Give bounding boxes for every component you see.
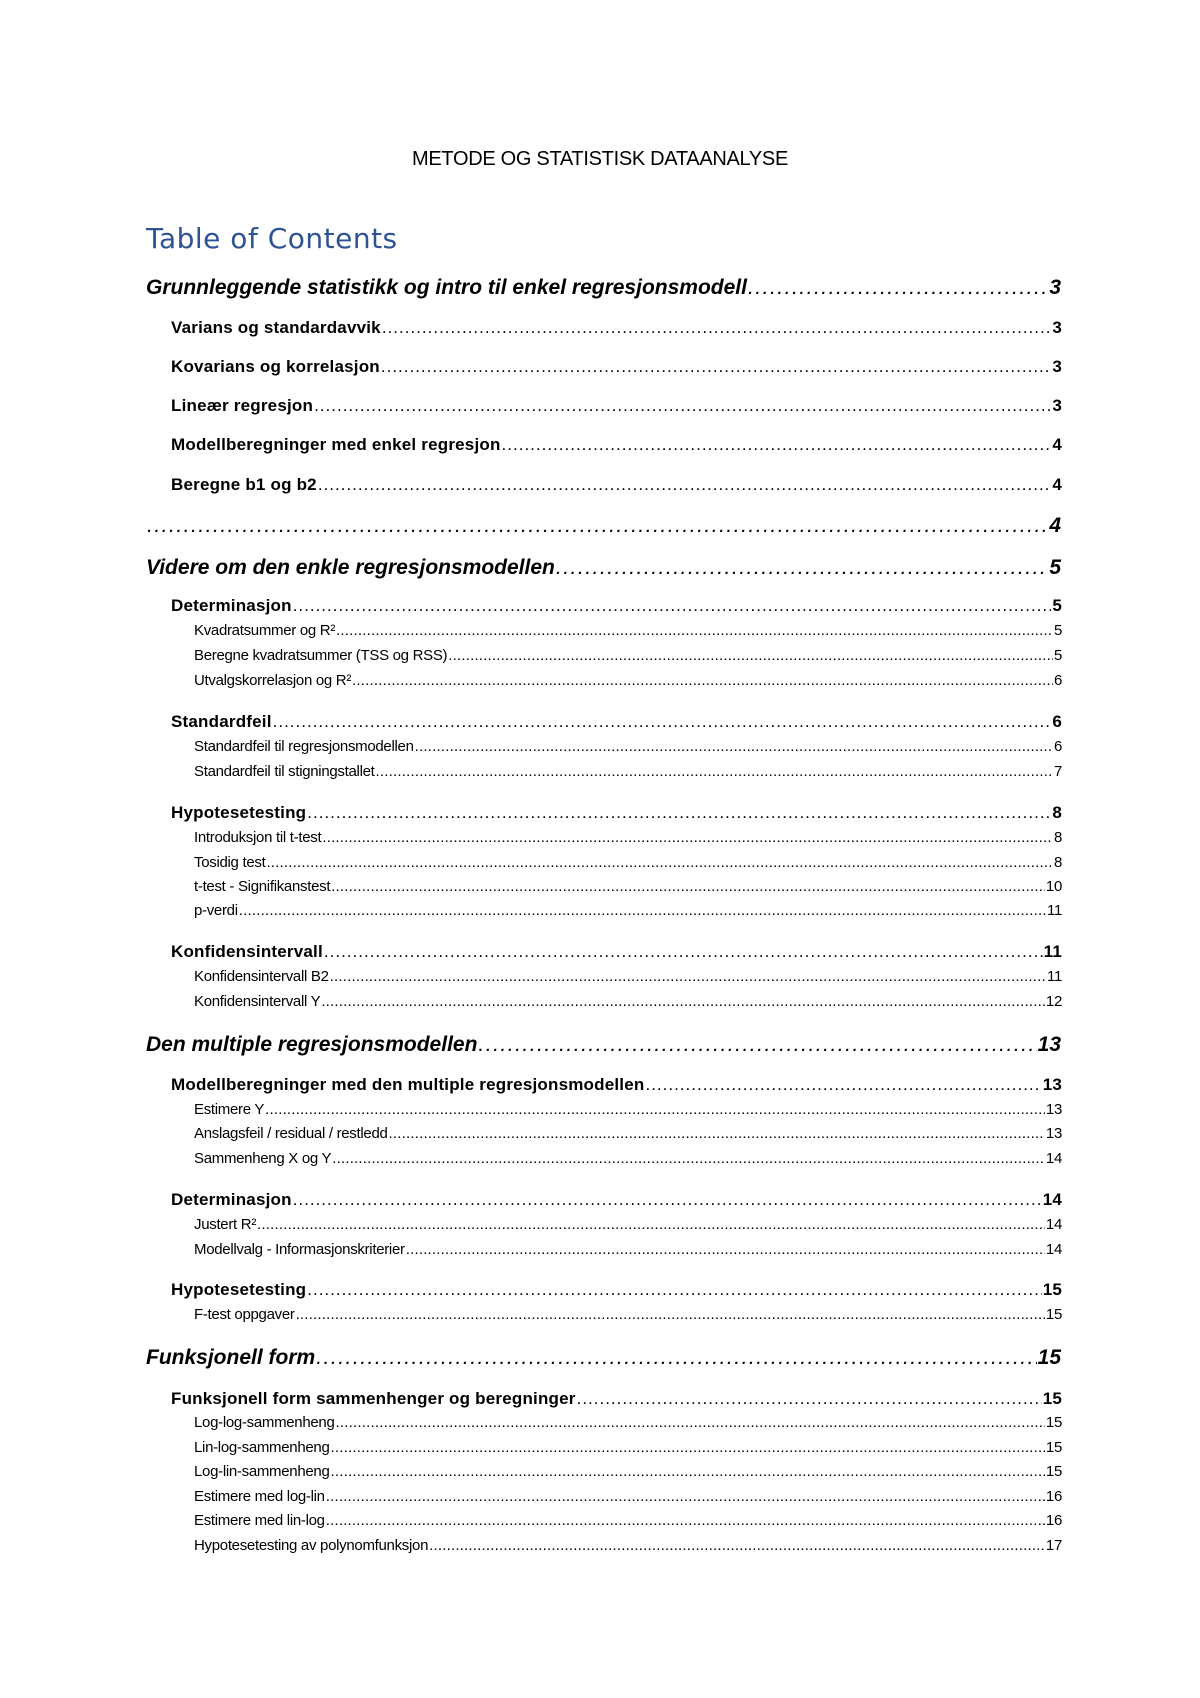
toc-entry-text: Modellberegninger med enkel regresjon [171, 435, 501, 454]
toc-page-number: 15 [1042, 1389, 1062, 1408]
toc-page-number: 16 [1045, 1512, 1062, 1529]
toc-entry-l3-anslagsfeil-residual-restledd[interactable] [194, 1125, 1062, 1142]
toc-entry-l2-beregne-b1-og-b2[interactable] [171, 475, 1062, 495]
toc-page-number: 16 [1045, 1488, 1062, 1505]
toc-dot-leader [239, 902, 1046, 919]
toc-dot-leader [265, 1101, 1045, 1118]
toc-entry-text: Modellvalg - Informasjonskriterier [194, 1241, 405, 1258]
toc-page-number: 13 [1042, 1075, 1062, 1094]
toc-entry-text: Konfidensintervall B2 [194, 968, 329, 985]
toc-page-number: 7 [1053, 763, 1062, 780]
toc-entry-text: t-test - Signifikanstest [194, 878, 331, 895]
toc-entry-text: Beregne b1 og b2 [171, 475, 317, 494]
toc-entry-text: Funksjonell form sammenhenger og beregninger [171, 1389, 576, 1408]
toc-dot-leader [406, 1241, 1045, 1258]
toc-entry-text: Standardfeil til regresjonsmodellen [194, 738, 414, 755]
toc-entry-text: Kvadratsummer og R² [194, 622, 336, 639]
toc-page-number: 8 [1053, 829, 1062, 846]
toc-entry-text: Standardfeil [171, 712, 272, 731]
toc-dot-leader [296, 1306, 1045, 1323]
toc-page-number: 3 [1052, 357, 1062, 376]
toc-dot-leader [293, 1190, 1042, 1210]
toc-page-number: 11 [1047, 902, 1062, 919]
toc-entry-l1-funksjonell-form[interactable] [146, 1346, 1061, 1370]
toc-entry-text: Standardfeil til stigningstallet [194, 763, 375, 780]
toc-entry-l3-beregne-kvadratsummer-tss-og-rss[interactable] [194, 647, 1062, 664]
toc-entry-text: Beregne kvadratsummer (TSS og RSS) [194, 647, 448, 664]
toc-entry-l1-untitled[interactable] [146, 514, 1061, 538]
toc-dot-leader [429, 1537, 1045, 1554]
toc-dot-leader [321, 993, 1045, 1010]
toc-dot-leader [314, 396, 1051, 416]
toc-page-number: 13 [1045, 1101, 1062, 1118]
toc-page-number: 17 [1045, 1537, 1062, 1554]
toc-entry-l1-videre-om-den-enkle-regresjonsmodellen[interactable] [146, 556, 1061, 580]
toc-dot-leader [316, 1346, 1036, 1370]
toc-entry-text: Estimere med log-lin [194, 1488, 325, 1505]
toc-page-number: 15 [1042, 1280, 1062, 1299]
toc-entry-l1-den-multiple-regresjonsmodellen[interactable] [146, 1033, 1061, 1057]
toc-entry-l2-lineær-regresjon[interactable] [171, 396, 1062, 416]
toc-entry-l2-modellberegninger-med-den-multiple-regresjonsmodellen[interactable] [171, 1075, 1062, 1095]
toc-page-number: 4 [1049, 514, 1061, 537]
toc-page-number: 13 [1045, 1125, 1062, 1142]
toc-entry-text: Lineær regresjon [171, 396, 314, 415]
toc-dot-leader [293, 596, 1052, 616]
toc-entry-text: Tosidig test [194, 854, 266, 871]
toc-page-number: 15 [1037, 1346, 1061, 1369]
toc-page-number: 6 [1052, 712, 1062, 731]
toc-page-number: 8 [1053, 854, 1062, 871]
toc-entry-text: Lin-log-sammenheng [194, 1439, 330, 1456]
toc-dot-leader [330, 968, 1046, 985]
toc-entry-l3-konfidensintervall-b2[interactable] [194, 968, 1062, 985]
toc-entry-l2-konfidensintervall[interactable] [171, 942, 1062, 962]
toc-dot-leader [478, 1033, 1036, 1057]
toc-dot-leader [266, 854, 1053, 871]
toc-entry-text: Videre om den enkle regresjonsmodellen [146, 556, 555, 579]
toc-entry-l3-t-test-signifikanstest[interactable] [194, 878, 1062, 895]
toc-entry-l3-estimere-med-log-lin[interactable] [194, 1488, 1062, 1505]
toc-entry-l3-konfidensintervall-y[interactable] [194, 993, 1062, 1010]
toc-entry-text: Determinasjon [171, 596, 292, 615]
toc-page-number: 13 [1037, 1033, 1061, 1056]
toc-entry-l3-tosidig-test[interactable] [194, 854, 1062, 871]
toc-page-number: 6 [1053, 738, 1062, 755]
toc-dot-leader [331, 1439, 1045, 1456]
toc-dot-leader [448, 647, 1053, 664]
toc-entry-l2-determinasjon[interactable] [171, 1190, 1062, 1210]
toc-dot-leader [331, 1463, 1045, 1480]
toc-dot-leader [376, 763, 1053, 780]
toc-page-number: 15 [1045, 1463, 1062, 1480]
toc-entry-text: p-verdi [194, 902, 238, 919]
toc-entry-l3-hypotesetesting-av-polynomfunksjon[interactable] [194, 1537, 1062, 1554]
toc-entry-text: Justert R² [194, 1216, 257, 1233]
toc-page-number: 14 [1045, 1216, 1062, 1233]
toc-dot-leader [318, 475, 1052, 495]
toc-entry-l2-hypotesetesting[interactable] [171, 803, 1062, 823]
toc-entry-text: Log-lin-sammenheng [194, 1463, 330, 1480]
toc-dot-leader [381, 357, 1051, 377]
toc-page-number: 14 [1045, 1150, 1062, 1167]
toc-entry-l3-log-log-sammenheng[interactable] [194, 1414, 1062, 1431]
toc-dot-leader [389, 1125, 1045, 1142]
document-title: METODE OG STATISTISK DATAANALYSE [411, 148, 789, 170]
toc-page-number: 15 [1045, 1439, 1062, 1456]
toc-entry-text: Kovarians og korrelasjon [171, 357, 380, 376]
toc-entry-text: Konfidensintervall Y [194, 993, 321, 1010]
toc-heading: Table of Contents [146, 222, 398, 255]
toc-entry-l2-determinasjon[interactable] [171, 596, 1062, 616]
toc-page-number: 3 [1052, 396, 1062, 415]
toc-entry-text: Hypotesetesting av polynomfunksjon [194, 1537, 429, 1554]
toc-entry-l3-modellvalg-informasjonskriterier[interactable] [194, 1241, 1062, 1258]
toc-entry-l3-f-test-oppgaver[interactable] [194, 1306, 1062, 1323]
toc-page-number: 6 [1053, 672, 1062, 689]
toc-dot-leader [332, 1150, 1045, 1167]
toc-entry-text: Log-log-sammenheng [194, 1414, 335, 1431]
toc-entry-l3-estimere-y[interactable] [194, 1101, 1062, 1118]
toc-entry-text: Modellberegninger med den multiple regresjonsmodellen [171, 1075, 645, 1094]
toc-entry-l3-p-verdi[interactable] [194, 902, 1062, 919]
toc-page-number: 5 [1053, 622, 1062, 639]
toc-dot-leader [382, 318, 1052, 338]
toc-entry-text: Determinasjon [171, 1190, 292, 1209]
toc-dot-leader [322, 829, 1053, 846]
toc-page-number: 3 [1049, 276, 1061, 299]
toc-dot-leader [331, 878, 1045, 895]
toc-entry-l2-funksjonell-form-sammenhenger-og-beregninger[interactable] [171, 1389, 1062, 1409]
toc-dot-leader [748, 276, 1048, 300]
toc-page-number: 4 [1052, 435, 1062, 454]
toc-entry-l2-kovarians-og-korrelasjon[interactable] [171, 357, 1062, 377]
toc-dot-leader [257, 1216, 1045, 1233]
toc-entry-l3-standardfeil-til-stigningstallet[interactable] [194, 763, 1062, 780]
toc-dot-leader [324, 942, 1043, 962]
toc-dot-leader [307, 1280, 1041, 1300]
toc-dot-leader [307, 803, 1051, 823]
toc-entry-l3-lin-log-sammenheng[interactable] [194, 1439, 1062, 1456]
toc-dot-leader [556, 556, 1048, 580]
toc-entry-text: Utvalgskorrelasjon og R² [194, 672, 352, 689]
toc-entry-l3-estimere-med-lin-log[interactable] [194, 1512, 1062, 1529]
toc-entry-text: Anslagsfeil / residual / restledd [194, 1125, 388, 1142]
toc-dot-leader [645, 1075, 1041, 1095]
toc-entry-text: Den multiple regresjonsmodellen [146, 1033, 478, 1056]
toc-entry-l2-standardfeil[interactable] [171, 712, 1062, 732]
toc-page-number: 12 [1045, 993, 1062, 1010]
toc-entry-l2-varians-og-standardavvik[interactable] [171, 318, 1062, 338]
toc-page-number: 3 [1052, 318, 1062, 337]
toc-entry-l2-hypotesetesting[interactable] [171, 1280, 1062, 1300]
toc-dot-leader [326, 1512, 1045, 1529]
toc-entry-l3-justert-r[interactable] [194, 1216, 1062, 1233]
toc-dot-leader [577, 1389, 1042, 1409]
toc-dot-leader [336, 622, 1053, 639]
toc-page-number: 15 [1045, 1414, 1062, 1431]
toc-page-number: 5 [1052, 596, 1062, 615]
toc-entry-text: Estimere Y [194, 1101, 265, 1118]
toc-page-number: 8 [1052, 803, 1062, 822]
toc-entry-text: Konfidensintervall [171, 942, 323, 961]
toc-page-number: 11 [1043, 942, 1062, 961]
toc-page-number: 15 [1045, 1306, 1062, 1323]
toc-entry-text: Funksjonell form [146, 1346, 316, 1369]
toc-page-number: 5 [1049, 556, 1061, 579]
toc-entry-l3-log-lin-sammenheng[interactable] [194, 1463, 1062, 1480]
toc-entry-text: F-test oppgaver [194, 1306, 295, 1323]
toc-page-number: 14 [1045, 1241, 1062, 1258]
toc-entry-l1-grunnleggende-statistikk-og-intro-til-enkel-regresjonsmodell[interactable] [146, 276, 1061, 300]
toc-entry-l3-introduksjon-til-t-test[interactable] [194, 829, 1062, 846]
toc-entry-text: Hypotesetesting [171, 1280, 307, 1299]
toc-page-number: 10 [1045, 878, 1062, 895]
toc-dot-leader [273, 712, 1052, 732]
toc-entry-text: Varians og standardavvik [171, 318, 381, 337]
toc-entry-text: Hypotesetesting [171, 803, 307, 822]
toc-entry-l3-utvalgskorrelasjon-og-r[interactable] [194, 672, 1062, 689]
toc-entry-l3-sammenheng-x-og-y[interactable] [194, 1150, 1062, 1167]
toc-entry-l3-standardfeil-til-regresjonsmodellen[interactable] [194, 738, 1062, 755]
toc-dot-leader [326, 1488, 1045, 1505]
toc-page-number: 14 [1042, 1190, 1062, 1209]
toc-dot-leader [502, 435, 1052, 455]
toc-dot-leader [147, 514, 1048, 538]
toc-page-number: 11 [1047, 968, 1062, 985]
toc-dot-leader [415, 738, 1053, 755]
toc-page-number: 4 [1052, 475, 1062, 494]
toc-entry-text: Introduksjon til t-test [194, 829, 322, 846]
toc-page-number: 5 [1053, 647, 1062, 664]
toc-entry-l2-modellberegninger-med-enkel-regresjon[interactable] [171, 435, 1062, 455]
toc-entry-text: Sammenheng X og Y [194, 1150, 332, 1167]
toc-dot-leader [336, 1414, 1045, 1431]
toc-entry-l3-kvadratsummer-og-r[interactable] [194, 622, 1062, 639]
toc-entry-text: Grunnleggende statistikk og intro til enkel regresjonsmodell [146, 276, 747, 299]
toc-dot-leader [352, 672, 1053, 689]
toc-entry-text: Estimere med lin-log [194, 1512, 325, 1529]
